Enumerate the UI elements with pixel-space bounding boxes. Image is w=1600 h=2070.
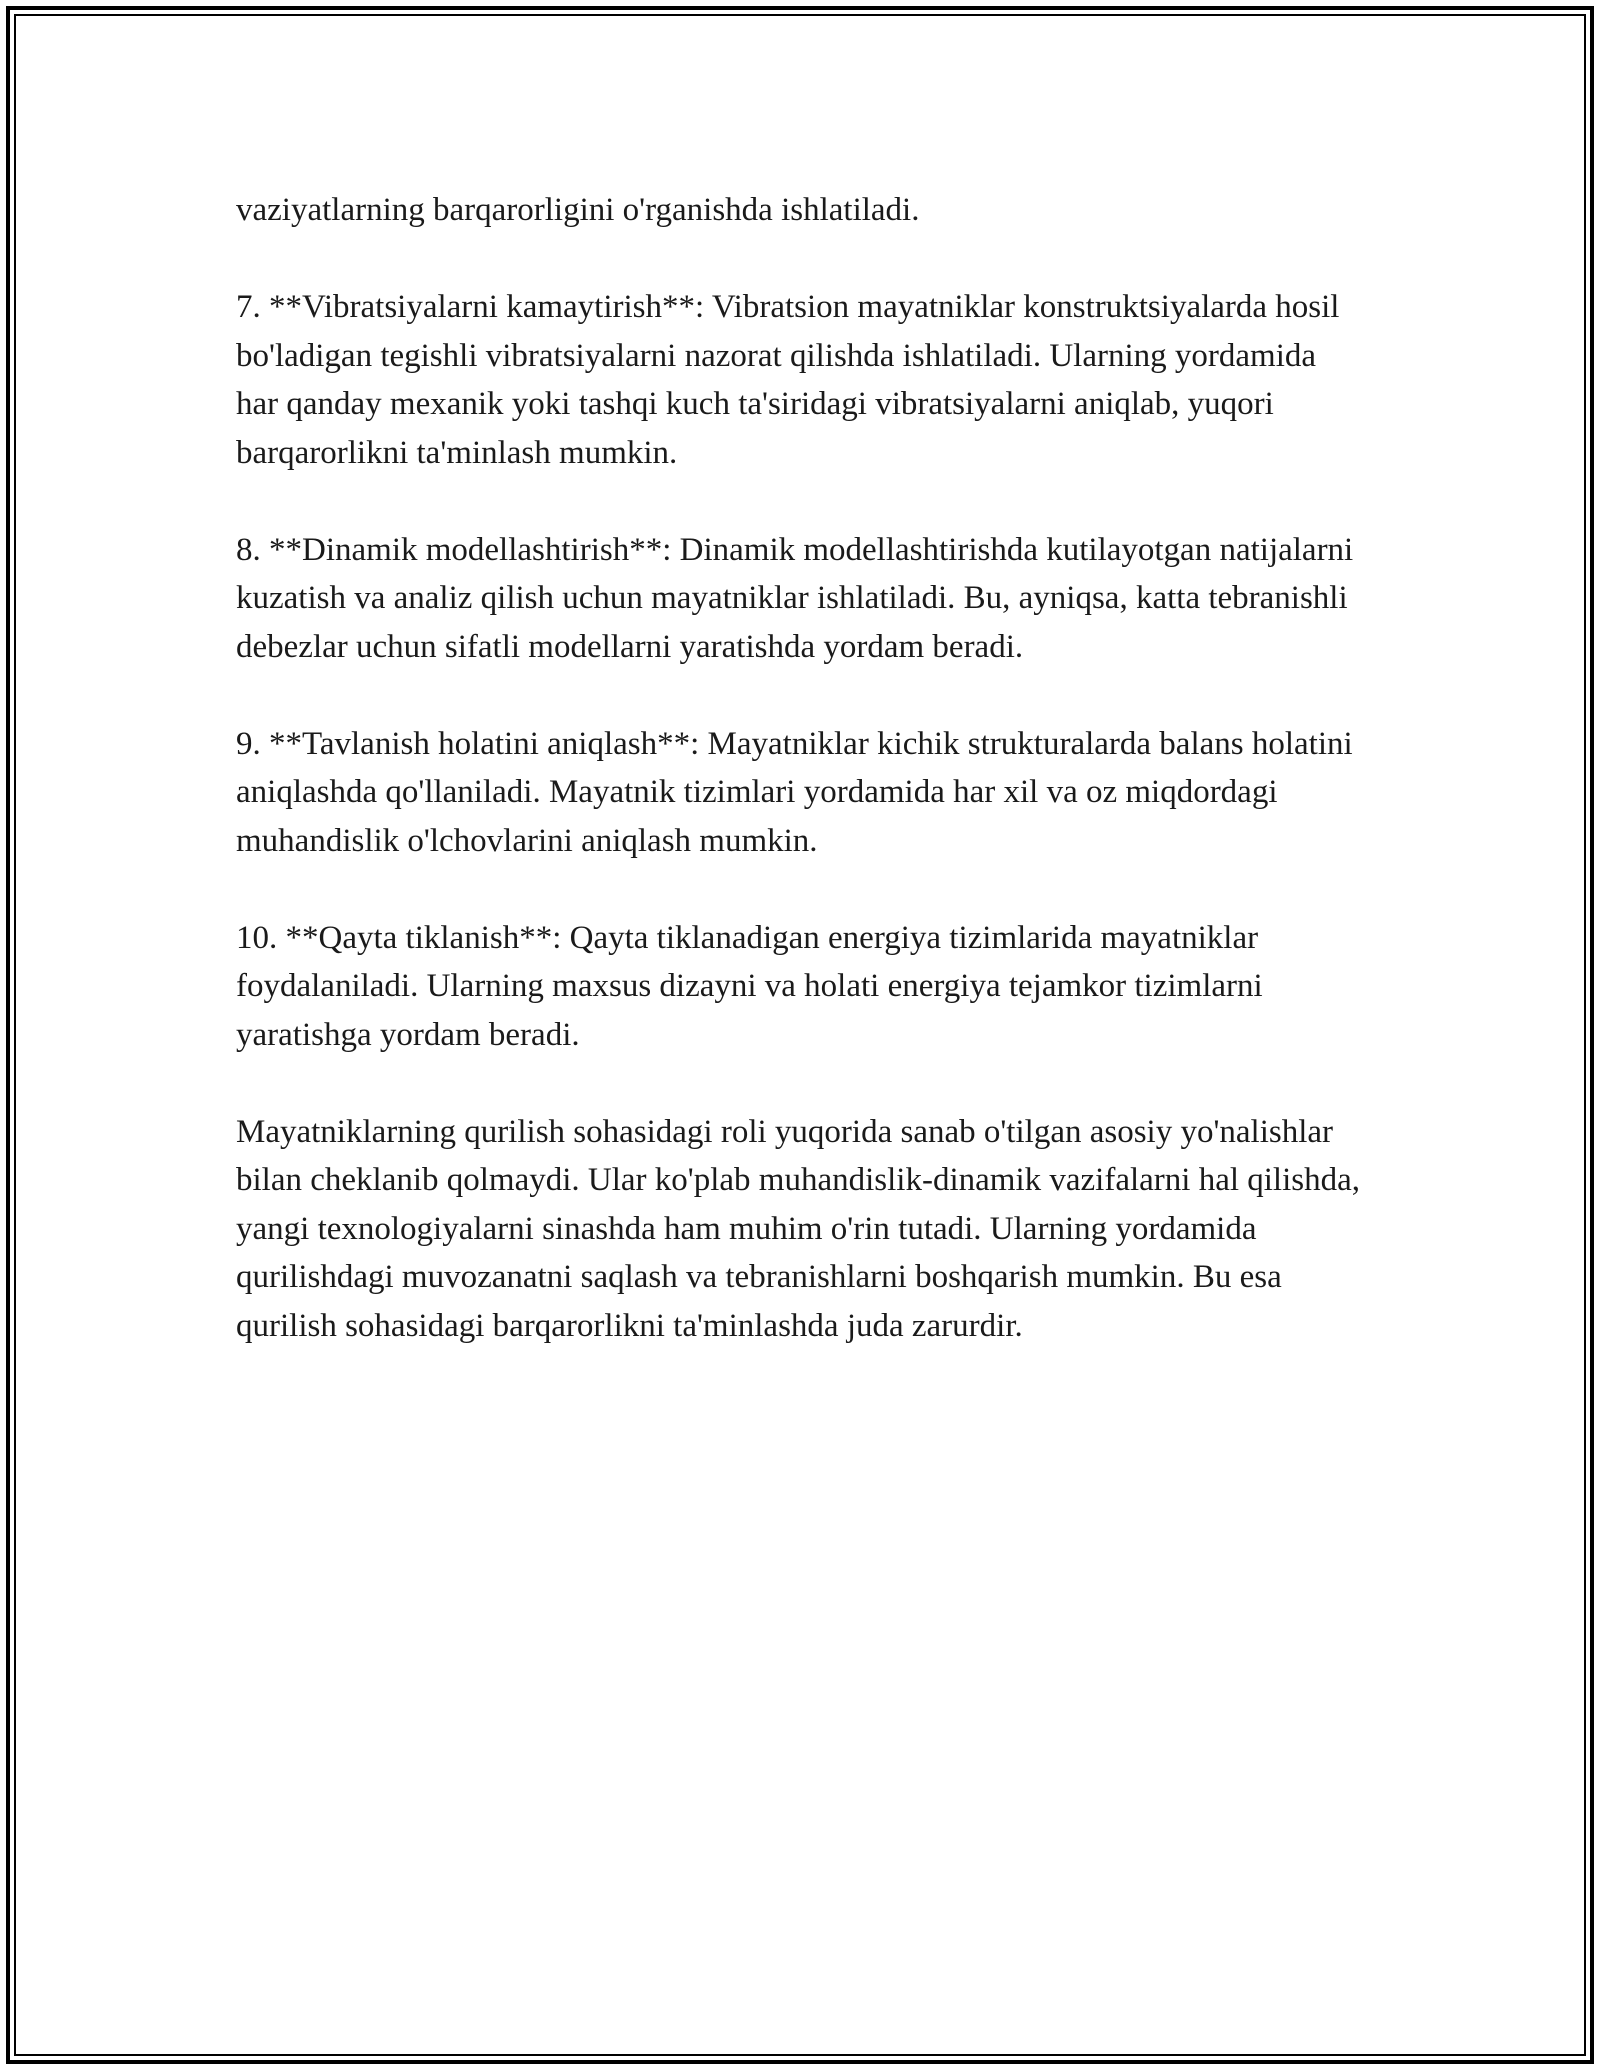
paragraph-item-7: 7. **Vibratsiyalarni kamaytirish**: Vibratsion mayatniklar konstruktsiyalarda hosil bo'ladigan tegishli vibratsiyalarni nazorat qilishda ishlatiladi. Ularning yordamida har qanday mexanik yoki tashqi kuch ta'siridagi vibratsiyalarni aniqlab, yuqori barqarorlikni ta'minlash mumkin. <box>236 289 1340 471</box>
paragraph-item-8: 8. **Dinamik modellashtirish**: Dinamik modellashtirishda kutilayotgan natijalarni kuzatish va analiz qilish uchun mayatniklar ishlatiladi. Bu, ayniqsa, katta tebranishli debezlar uchun sifatli modellarni yaratishda yordam beradi. <box>236 531 1354 665</box>
paragraph-item-10: 10. **Qayta tiklanish**: Qayta tiklanadigan energiya tizimlarida mayatniklar foydalaniladi. Ularning maxsus dizayni va holati energiya tejamkor tizimlarni yaratishga yordam beradi. <box>236 919 1263 1053</box>
paragraph-continuation: vaziyatlarning barqarorligini o'rganishda ishlatiladi. <box>236 192 920 228</box>
paragraph-conclusion: Mayatniklarning qurilish sohasidagi roli yuqorida sanab o'tilgan asosiy yo'nalishlar bilan cheklanib qolmaydi. Ular ko'plab muhandislik-dinamik vazifalarni hal qilishda, yangi texnologiyalarni sinashda ham muhim o'rin tutadi. Ularning yordamida qurilishdagi muvozanatni saqlash va tebranishlarni boshqarish mumkin. Bu esa qurilish sohasidagi barqarorlikni ta'minlashda juda zarurdir. <box>236 1113 1360 1344</box>
document-body <box>236 186 1366 1399</box>
paragraph-item-9: 9. **Tavlanish holatini aniqlash**: Mayatniklar kichik strukturalarda balans holatini aniqlashda qo'llaniladi. Mayatnik tizimlari yordamida har xil va oz miqdordagi muhandislik o'lchovlarini aniqlash mumkin. <box>236 725 1353 859</box>
